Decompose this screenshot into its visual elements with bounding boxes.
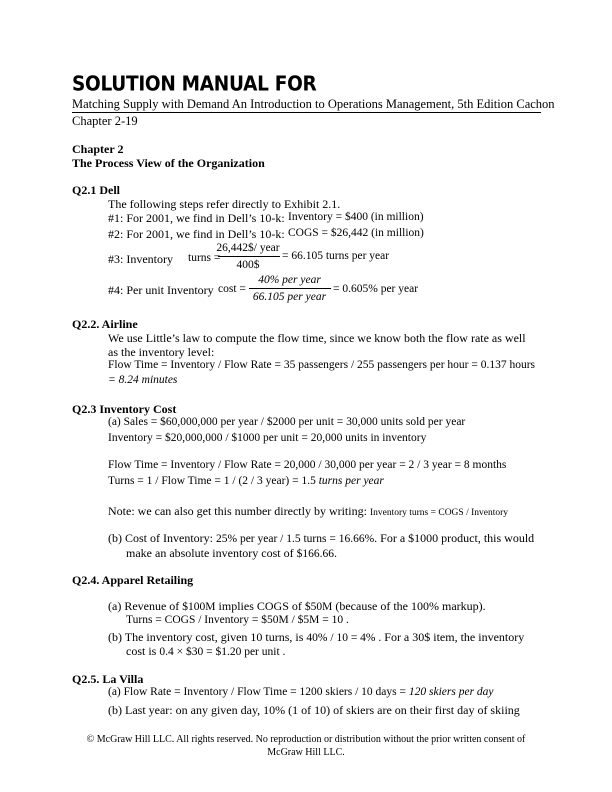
q24-a-line1: (a) Revenue of $100M implies COGS of $50M (because of the 100% markup). [108, 599, 486, 613]
copyright-footer: © McGraw Hill LLC. All rights reserved. No reproduction or distribution without the prior written consent of McGraw Hill LLC. [86, 734, 526, 758]
q23-a-flow-time: Flow Time = Inventory / Flow Rate = 20,000 / 30,000 per year = 2 / 3 year = 8 months [108, 459, 507, 471]
q21-step1-text: #1: For 2001, we find in Dell’s 10-k: [108, 211, 285, 225]
q21-step4-denominator: 66.105 per year [252, 291, 327, 303]
q21-step3-lhs: turns = [188, 252, 221, 264]
chapter-reference: Chapter 2-19 [72, 114, 138, 128]
q23-b-line1: (b) Cost of Inventory: 25% per year / 1.5 turns = 16.66%. For a $1000 product, this would [108, 531, 535, 545]
q23-b-line2: make an absolute inventory cost of $166.66. [126, 546, 337, 560]
q24-b-line1: (b) The inventory cost, given 10 turns, is 40% / 10 = 4% . For a 30$ item, the inventory [108, 630, 525, 644]
q23-a-turns: Turns = 1 / Flow Time = 1 / (2 / 3 year) = 1.5 turns per year [108, 475, 384, 487]
q21-intro: The following steps refer directly to Exhibit 2.1. [108, 197, 341, 211]
q21-step4-lhs: cost = [218, 283, 246, 295]
q21-step3-text: #3: Inventory [108, 252, 173, 266]
chapter-title: The Process View of the Organization [72, 156, 265, 170]
q24-heading: Q2.4. Apparel Retailing [72, 573, 194, 587]
q21-step4-numerator: 40% per year [258, 274, 321, 286]
q24-b-line2: cost is 0.4 × $30 = $1.20 per unit . [126, 644, 286, 658]
q21-step3-numerator: 26,442$/ year [216, 242, 280, 254]
q21-step4-rhs: = 0.605% per year [333, 283, 419, 295]
book-subtitle: Matching Supply with Demand An Introduction to Operations Management, 5th Edition Cachon [72, 97, 555, 111]
q25-b: (b) Last year: on any given day, 10% (1 of 10) of skiers are on their first day of skiing [108, 703, 520, 717]
q23-heading: Q2.3 Inventory Cost [72, 402, 177, 416]
q23-note: Note: we can also get this number directly by writing: Inventory turns = COGS / Inventory [108, 504, 509, 518]
q21-step1-equation: Inventory = $400 (in million) [288, 211, 424, 223]
q24-a-turns: Turns = COGS / Inventory = $50M / $5M = 10 . [126, 614, 349, 626]
header-rule [72, 112, 541, 113]
brand-title: SOLUTION MANUAL FOR [72, 73, 317, 96]
q22-line2: as the inventory level: [108, 345, 215, 359]
q21-step4-text: #4: Per unit Inventory [108, 283, 214, 297]
q21-step3-rhs: = 66.105 turns per year [282, 250, 390, 262]
q21-step3-fraction-bar [218, 256, 280, 257]
chapter-number: Chapter 2 [72, 142, 124, 156]
q22-equation-result: = 8.24 minutes [108, 374, 178, 386]
q22-heading: Q2.2. Airline [72, 317, 138, 331]
q22-equation: Flow Time = Inventory / Flow Rate = 35 passengers / 255 passengers per hour = 0.137 hours [108, 359, 536, 371]
q25-heading: Q2.5. La Villa [72, 672, 144, 686]
q21-step2-equation: COGS = $26,442 (in million) [288, 227, 424, 239]
q22-line1: We use Little’s law to compute the flow time, since we know both the flow rate as well [108, 331, 526, 345]
q23-a-sales: (a) Sales = $60,000,000 per year / $2000 per unit = 30,000 units sold per year [108, 416, 466, 428]
q21-step2-text: #2: For 2001, we find in Dell’s 10-k: [108, 227, 285, 241]
q21-step3-denominator: 400$ [236, 259, 260, 271]
q21-heading: Q2.1 Dell [72, 183, 120, 197]
q21-step4-fraction-bar [249, 288, 331, 289]
q23-a-inventory: Inventory = $20,000,000 / $1000 per unit = 20,000 units in inventory [108, 432, 427, 444]
q25-a: (a) Flow Rate = Inventory / Flow Time = 1200 skiers / 10 days = 120 skiers per day [108, 686, 494, 698]
